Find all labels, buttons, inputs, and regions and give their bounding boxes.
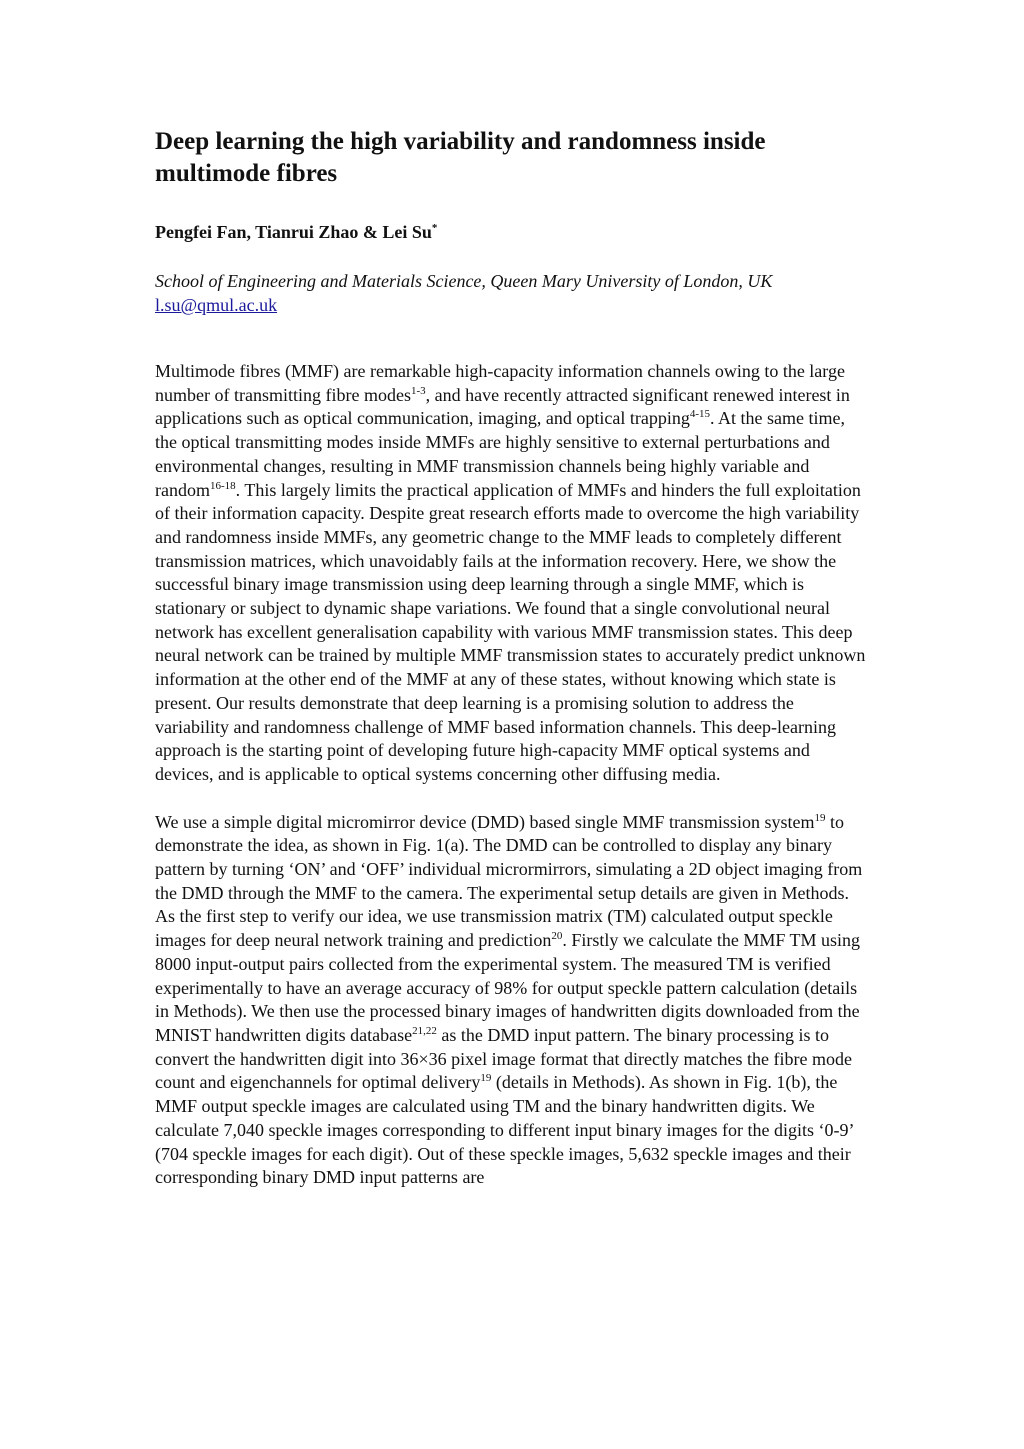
affiliation-block <box>155 269 871 317</box>
citation-ref: 4-15 <box>689 408 711 421</box>
citation-ref: 19 <box>814 811 826 824</box>
abstract-text: . This largely limits the practical application of MMFs and hinders the full exploitation of their information capacity. Despite great research efforts made to overcome the high variability and randomness inside MMFs, any geometric change to the MMF leads to completely different transmission matrices, which unavoidably fails at the information recovery. Here, we show the successful binary image transmission using deep learning through a single MMF, which is stationary or subject to dynamic shape variations. We found that a single convolutional neural network has excellent generalisation capability with various MMF transmission states. This deep neural network can be trained by multiple MMF transmission states to accurately predict unknown information at the other end of the MMF at any of these states, without knowing which state is present. Our results demonstrate that deep learning is a promising solution to address the variability and randomness challenge of MMF based information channels. This deep-learning approach is the starting point of developing future high-capacity MMF optical systems and devices, and is applicable to optical systems concerning other diffusing media. <box>155 479 866 784</box>
body-text: We use a simple digital micromirror device (DMD) based single MMF transmission system <box>155 811 815 832</box>
citation-ref: 16-18 <box>209 479 236 492</box>
abstract-text: , and have recently attracted significant renewed interest in applications such as optical communication, imaging, and optical trapping <box>155 384 850 429</box>
author-names: Pengfei Fan, Tianrui Zhao & Lei Su <box>155 222 432 242</box>
citation-ref: 1-3 <box>410 384 426 397</box>
body-text: as the DMD input pattern. The binary processing is to convert the handwritten digit into 36×36 pixel image format that directly matches the fibre mode count and eigenchannels for optimal delivery <box>155 1024 852 1093</box>
citation-ref: 21,22 <box>412 1024 437 1037</box>
abstract-paragraph <box>155 360 871 787</box>
citation-ref: 19 <box>480 1072 492 1085</box>
citation-ref: 20 <box>551 930 563 943</box>
body-text: to demonstrate the idea, as shown in Fig. 1(a). The DMD can be controlled to display any binary pattern by turning ‘ON’ and ‘OFF’ individual micrormirrors, simulating a 2D object imaging from the DMD through the MMF to the camera. The experimental setup details are given in Methods. As the first step to verify our idea, we use transmission matrix (TM) calculated output speckle images for deep neural network training and prediction <box>155 811 863 951</box>
affiliation: School of Engineering and Materials Science, Queen Mary University of London, UK <box>155 271 773 291</box>
abstract-text: . At the same time, the optical transmitting modes inside MMFs are highly sensitive to external perturbations and environmental changes, resulting in MMF transmission channels being highly variable and random <box>155 408 846 500</box>
email-link[interactable]: l.su@qmul.ac.uk <box>155 295 278 315</box>
body-text: (details in Methods). As shown in Fig. 1(b), the MMF output speckle images are calculated using TM and the binary handwritten digits. We calculate 7,040 speckle images corresponding to different input binary images for the digits ‘0-9’ (704 speckle images for each digit). Out of these speckle images, 5,632 speckle images and their corresponding binary DMD input patterns are <box>155 1072 854 1188</box>
abstract-text: Multimode fibres (MMF) are remarkable high-capacity information channels owing to the large number of transmitting fibre modes <box>155 361 845 405</box>
body-text: . Firstly we calculate the MMF TM using 8000 input-output pairs collected from the experimental system. The measured TM is verified experimentally to have an average accuracy of 98% for output speckle pattern calculation (details in Methods). We then use the processed binary images of handwritten digits downloaded from the MNIST handwritten digits database <box>155 930 861 1045</box>
body-paragraph <box>155 811 871 1190</box>
paper-page <box>155 126 871 1190</box>
corresponding-author-marker: * <box>431 222 438 234</box>
paper-title: Deep learning the high variability and randomness inside multimode fibres <box>155 128 766 187</box>
author-list <box>155 220 871 244</box>
